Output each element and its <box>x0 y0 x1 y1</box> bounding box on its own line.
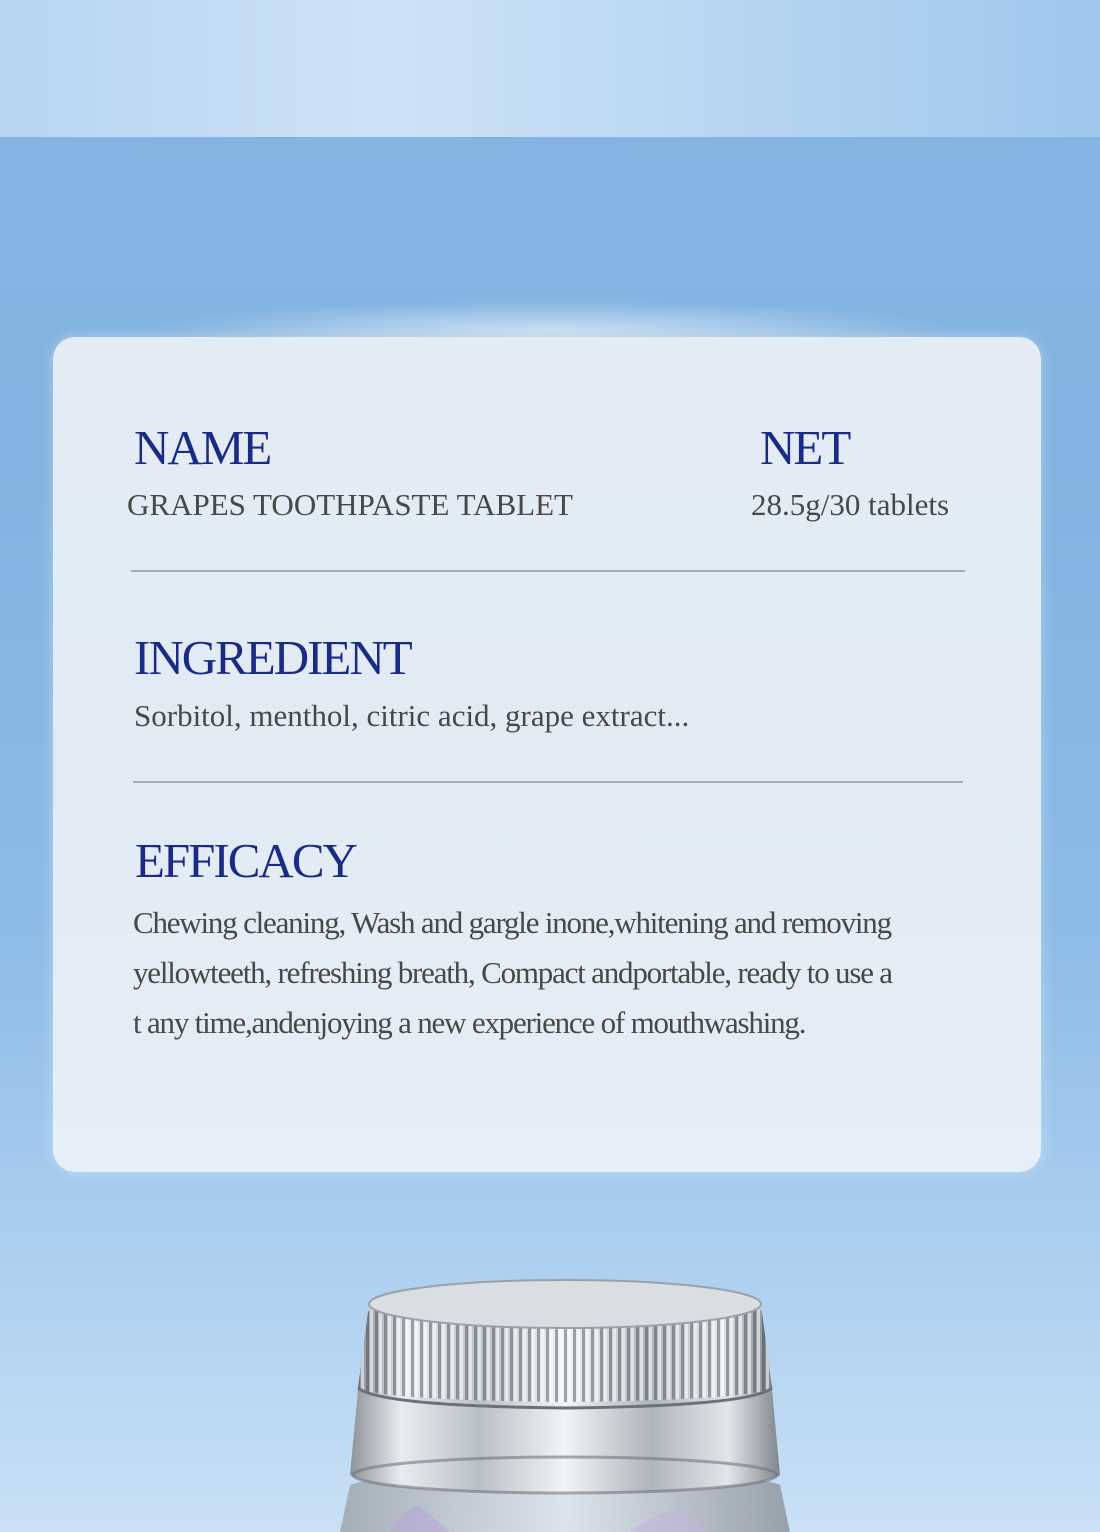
top-band <box>0 0 1100 137</box>
efficacy-line: t any time,andenjoying a new experience of mouthwashing. <box>133 1005 806 1040</box>
net-value: 28.5g/30 tablets <box>751 487 950 522</box>
divider <box>131 570 965 572</box>
efficacy-line: yellowteeth, refreshing breath, Compact andportable, ready to use a <box>133 955 892 990</box>
efficacy-text <box>133 898 983 1048</box>
efficacy-line: Chewing cleaning, Wash and gargle inone,whitening and removing <box>133 905 891 940</box>
ingredient-value: Sorbitol, menthol, citric acid, grape extract... <box>134 698 690 733</box>
name-heading: NAME <box>134 420 271 475</box>
efficacy-heading: EFFICACY <box>135 833 356 888</box>
aluminum-cap-jar-icon <box>330 1270 800 1532</box>
name-value: GRAPES TOOTHPASTE TABLET <box>127 487 573 522</box>
ingredient-heading: INGREDIENT <box>134 630 411 685</box>
divider <box>133 781 963 783</box>
net-heading: NET <box>760 420 850 475</box>
